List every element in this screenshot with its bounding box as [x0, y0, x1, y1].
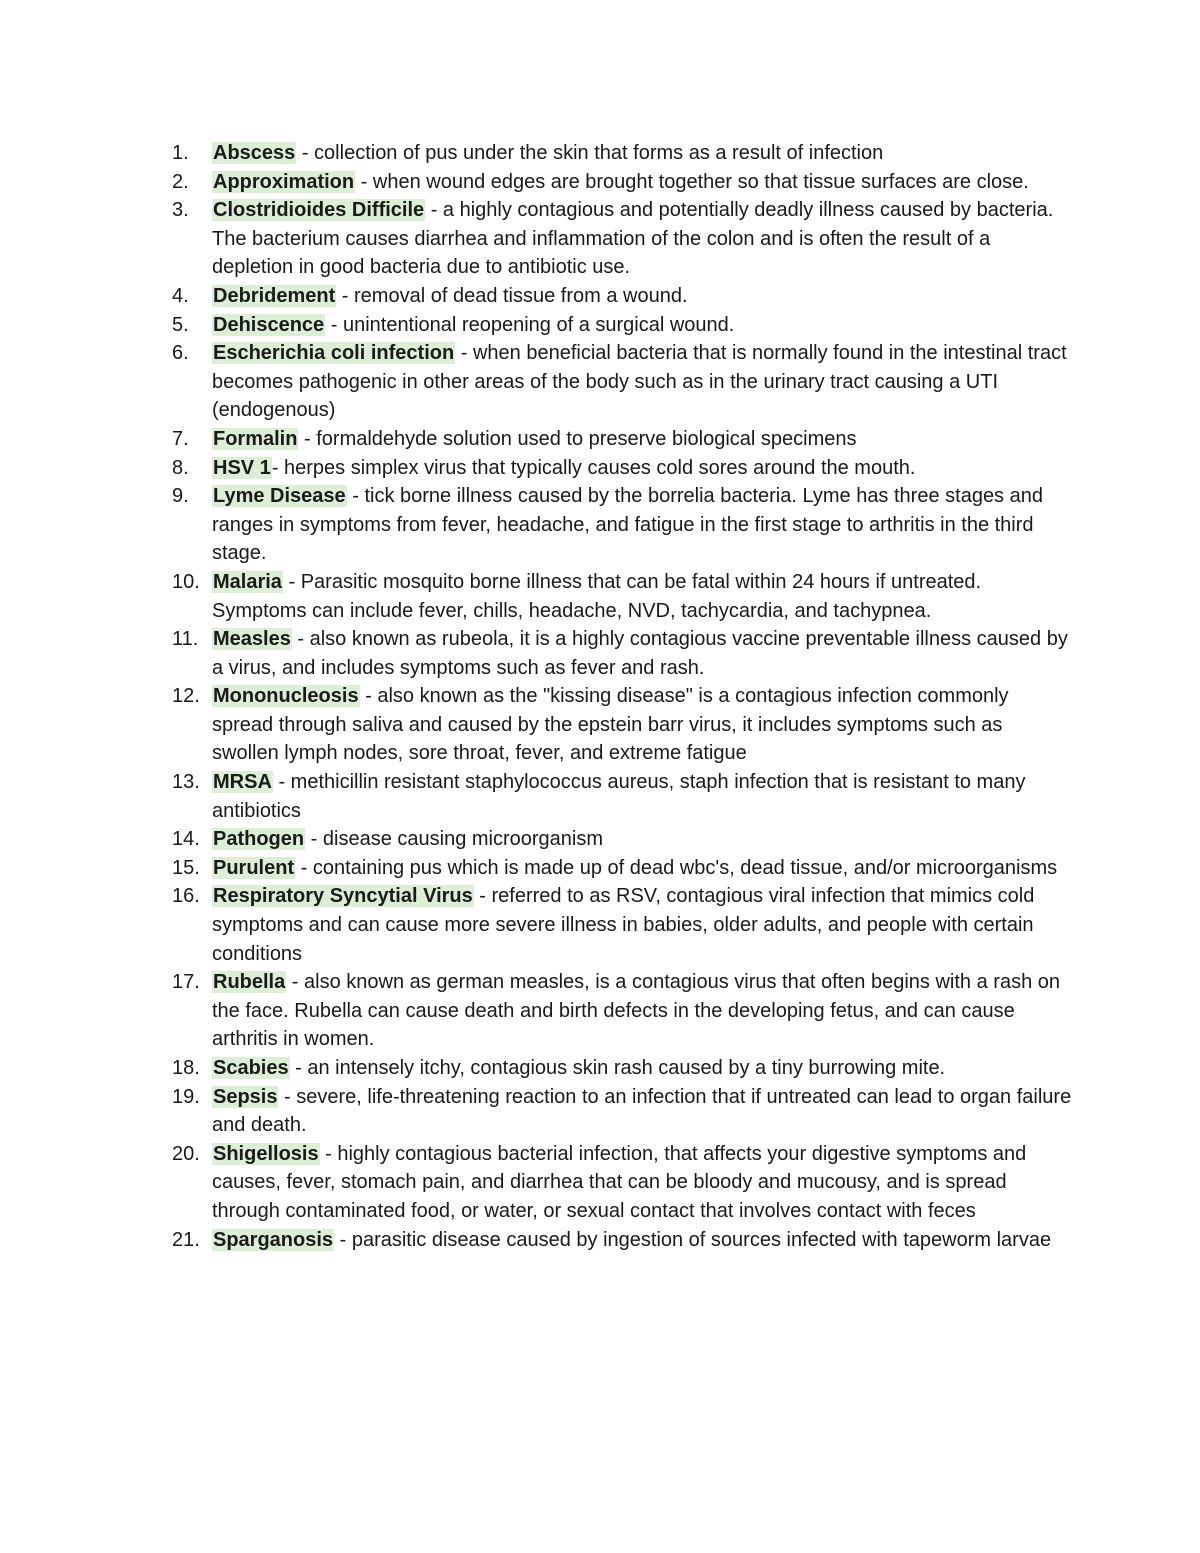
list-item: [172, 425, 1072, 454]
list-item: [172, 1083, 1072, 1140]
item-number: 18.: [172, 1057, 200, 1079]
definition-text: - also known as german measles, is a contagious virus that often begins with a rash on the face. Rubella can cause death and birth defects in the developing fetus, and can cause arthritis in women.: [212, 971, 1060, 1051]
definition-text: - Parasitic mosquito borne illness that can be fatal within 24 hours if untreated. Symptoms can include fever, chills, headache, NVD, tachycardia, and tachypnea.: [212, 570, 982, 622]
list-item: [172, 282, 1072, 311]
item-number: 13.: [172, 771, 200, 794]
item-number: 15.: [172, 856, 200, 879]
item-number: 8.: [172, 456, 189, 479]
item-number: 19.: [172, 1085, 200, 1108]
term-highlight: Malaria: [213, 570, 282, 593]
list-item: [172, 568, 1072, 625]
list-item: [172, 196, 1072, 282]
definition-text: - removal of dead tissue from a wound.: [336, 284, 688, 307]
definition-text: - when beneficial bacteria that is normally found in the intestinal tract becomes pathogenic in other areas of the body such as in the urinary tract causing a UTI (endogenous): [212, 342, 1067, 422]
term-highlight: Scabies: [213, 1057, 289, 1079]
item-number: 11.: [172, 628, 199, 651]
definition-text: - herpes simplex virus that typically causes cold sores around the mouth.: [271, 456, 916, 479]
list-item: [172, 139, 1072, 168]
list-item: [172, 854, 1072, 883]
term-highlight: Clostridioides Difficile: [213, 199, 425, 222]
list-item: [172, 882, 1072, 968]
term-highlight: Measles: [213, 628, 291, 651]
term-highlight: Sepsis: [213, 1085, 278, 1108]
term-highlight: Escherichia coli infection: [213, 342, 455, 365]
list-item: [172, 339, 1072, 425]
term-highlight: Abscess: [213, 142, 296, 164]
term-highlight: Purulent: [213, 856, 295, 879]
item-number: 10.: [172, 570, 200, 593]
term-highlight: Dehiscence: [213, 313, 325, 336]
definition-text: - collection of pus under the skin that forms as a result of infection: [296, 142, 884, 164]
item-number: 17.: [172, 971, 200, 994]
glossary-list: [172, 139, 1072, 1254]
list-item: [172, 454, 1072, 483]
item-number: 5.: [172, 313, 189, 336]
definition-text: - a highly contagious and potentially deadly illness caused by bacteria. The bacterium causes diarrhea and inflammation of the colon and is often the result of a depletion in good bacteria due to antibiotic use.: [212, 199, 1054, 279]
item-number: 7.: [172, 427, 189, 450]
item-number: 16.: [172, 885, 200, 908]
definition-text: - unintentional reopening of a surgical wound.: [325, 313, 735, 336]
item-number: 1.: [172, 142, 189, 164]
term-highlight: MRSA: [213, 771, 272, 794]
definition-text: - methicillin resistant staphylococcus aureus, staph infection that is resistant to many antibiotics: [212, 771, 1026, 822]
item-number: 21.: [172, 1228, 200, 1251]
list-item: [172, 968, 1072, 1054]
definition-text: - parasitic disease caused by ingestion of sources infected with tapeworm larvae: [334, 1228, 1052, 1251]
term-highlight: Debridement: [213, 284, 336, 307]
list-item: [172, 625, 1072, 682]
item-number: 12.: [172, 685, 200, 708]
item-number: 20.: [172, 1142, 200, 1165]
list-item: [172, 1054, 1072, 1083]
term-highlight: Lyme Disease: [213, 485, 346, 508]
list-item: [172, 1140, 1072, 1226]
item-number: 9.: [172, 485, 189, 508]
item-number: 4.: [172, 284, 189, 307]
term-highlight: HSV 1: [213, 456, 271, 479]
definition-text: - tick borne illness caused by the borrelia bacteria. Lyme has three stages and ranges in symptoms from fever, headache, and fatigue in the first stage to arthritis in the third stage.: [212, 485, 1043, 565]
term-highlight: Formalin: [213, 427, 298, 450]
term-highlight: Approximation: [213, 170, 355, 193]
definition-text: - severe, life-threatening reaction to an infection that if untreated can lead to organ failure and death.: [212, 1085, 1072, 1137]
term-highlight: Rubella: [213, 971, 286, 994]
definition-text: - highly contagious bacterial infection, that affects your digestive symptoms and causes, fever, stomach pain, and diarrhea that can be bloody and mucousy, and is spread through contaminated food, or water, or sexual contact that involves contact with feces: [212, 1142, 1027, 1222]
list-item: [172, 311, 1072, 340]
term-highlight: Mononucleosis: [213, 685, 359, 708]
term-highlight: Shigellosis: [213, 1142, 319, 1165]
list-item: [172, 768, 1072, 825]
list-item: [172, 1226, 1072, 1255]
term-highlight: Respiratory Syncytial Virus: [213, 885, 473, 908]
list-item: [172, 168, 1072, 197]
definition-text: - also known as rubeola, it is a highly contagious vaccine preventable illness caused by a virus, and includes symptoms such as fever and rash.: [212, 628, 1068, 679]
term-highlight: Sparganosis: [213, 1228, 334, 1251]
list-item: [172, 825, 1072, 854]
definition-text: - also known as the "kissing disease" is a contagious infection commonly spread through saliva and caused by the epstein barr virus, it includes symptoms such as swollen lymph nodes, sore throat, fever, and extreme fatigue: [212, 685, 1009, 765]
definition-text: - containing pus which is made up of dead wbc's, dead tissue, and/or microorganisms: [295, 856, 1058, 879]
definition-text: - referred to as RSV, contagious viral infection that mimics cold symptoms and can cause more severe illness in babies, older adults, and people with certain conditions: [212, 885, 1035, 965]
item-number: 3.: [172, 199, 189, 222]
list-item: [172, 482, 1072, 568]
list-item: [172, 682, 1072, 768]
item-number: 14.: [172, 828, 200, 851]
definition-text: - formaldehyde solution used to preserve biological specimens: [298, 427, 857, 450]
term-highlight: Pathogen: [213, 828, 305, 851]
definition-text: - an intensely itchy, contagious skin rash caused by a tiny burrowing mite.: [289, 1057, 946, 1079]
item-number: 6.: [172, 342, 189, 365]
definition-text: - disease causing microorganism: [305, 828, 604, 851]
definition-text: - when wound edges are brought together so that tissue surfaces are close.: [355, 170, 1029, 193]
item-number: 2.: [172, 170, 189, 193]
